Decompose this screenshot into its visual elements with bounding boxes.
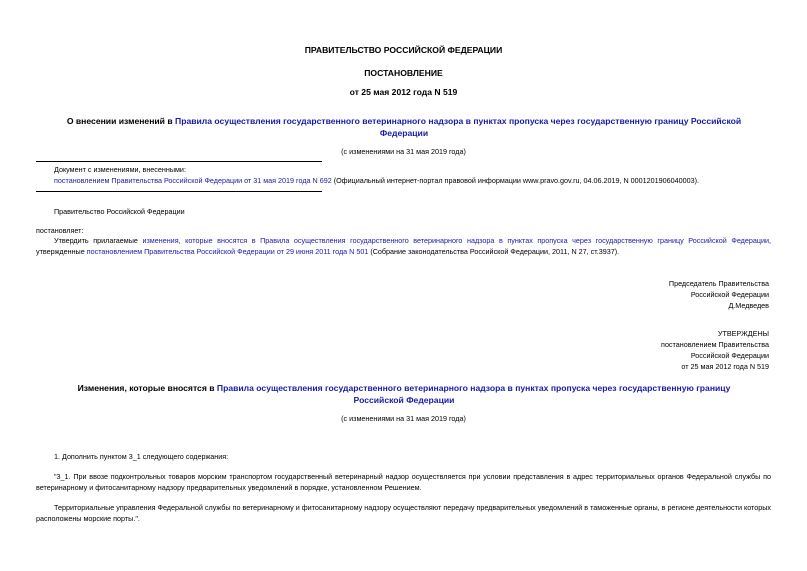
signature-org: Российской Федерации [690, 290, 769, 299]
signature-block [669, 278, 769, 311]
p1-end: (Собрание законодательства Российской Федерации, 2011, N 27, ст.3937). [368, 247, 620, 256]
approved-by: постановлением Правительства [661, 340, 769, 349]
changes-rules-link[interactable]: Правила осуществления государственного ветеринарного надзора в пунктах пропуска через государственную границу Российской Федерации [216, 383, 731, 405]
approved-label: УТВЕРЖДЕНЫ [717, 329, 769, 338]
revision-note: (с изменениями на 31 мая 2019 года) [341, 147, 466, 156]
changes-title [58, 382, 750, 406]
top-divider [36, 161, 322, 162]
document-type: ПОСТАНОВЛЕНИЕ [364, 68, 443, 78]
changes-heading: Документ с изменениями, внесенными: [54, 165, 186, 174]
decrees-text: постановляет: [36, 226, 84, 235]
government-title: ПРАВИТЕЛЬСТВО РОССИЙСКОЙ ФЕДЕРАЦИИ [304, 45, 503, 55]
amending-decree-link[interactable]: постановлением Правительства Российской Федерации от 31 мая 2019 года N 692 [54, 176, 332, 185]
title-prefix: О внесении изменений в [66, 116, 176, 126]
item-1: 1. Дополнить пунктом 3_1 следующего содержания: [54, 452, 229, 461]
approved-org: Российской Федерации [690, 351, 769, 360]
changes-revision-note: (с изменениями на 31 мая 2019 года) [341, 414, 466, 423]
p1-mid: , утвержденные [36, 236, 771, 256]
changes-line [54, 175, 699, 186]
quote-paragraph-1: "3_1. При ввозе подконтрольных товаров морским транспортом государственный ветеринарный надзор осуществляется при условии представления в адрес территориальных органов Федеральной службы по ветеринарному и фитосанитарному надзору предварительных уведомлений в порядке, установленном Решением. [36, 472, 771, 492]
changes-title-prefix: Изменения, которые вносятся в [77, 383, 217, 393]
changes-document-link[interactable]: изменения, которые вносятся в Правила осуществления государственного ветеринарного надзора в пунктах пропуска через государственную границу Российской Федерации [142, 236, 769, 245]
quote-paragraph-2: Территориальные управления Федеральной службы по ветеринарному и фитосанитарному надзору осуществляют передачу предварительных уведомлений в таможенные органы, в регионе деятельности которых расположены морские порты.". [36, 503, 771, 523]
approval-paragraph [36, 235, 771, 257]
signature-name: Д.Медведев [728, 301, 769, 310]
document-date-number: от 25 мая 2012 года N 519 [349, 87, 458, 97]
issuer-text: Правительство Российской Федерации [54, 207, 185, 216]
p1-start: Утвердить прилагаемые [54, 236, 143, 245]
title-rules-link[interactable]: Правила осуществления государственного ветеринарного надзора в пунктах пропуска через государственную границу Российской Федерации [175, 116, 742, 138]
approved-date: от 25 мая 2012 года N 519 [681, 362, 769, 371]
bottom-divider [36, 191, 322, 192]
amending-decree-source: (Официальный интернет-портал правовой информации www.pravo.gov.ru, 04.06.2019, N 0001201906040003). [331, 176, 699, 185]
document-title [48, 115, 760, 139]
signature-position: Председатель Правительства [668, 279, 769, 288]
approved-block [661, 328, 769, 372]
decree-501-link[interactable]: постановлением Правительства Российской Федерации от 29 июня 2011 года N 501 [86, 247, 369, 256]
